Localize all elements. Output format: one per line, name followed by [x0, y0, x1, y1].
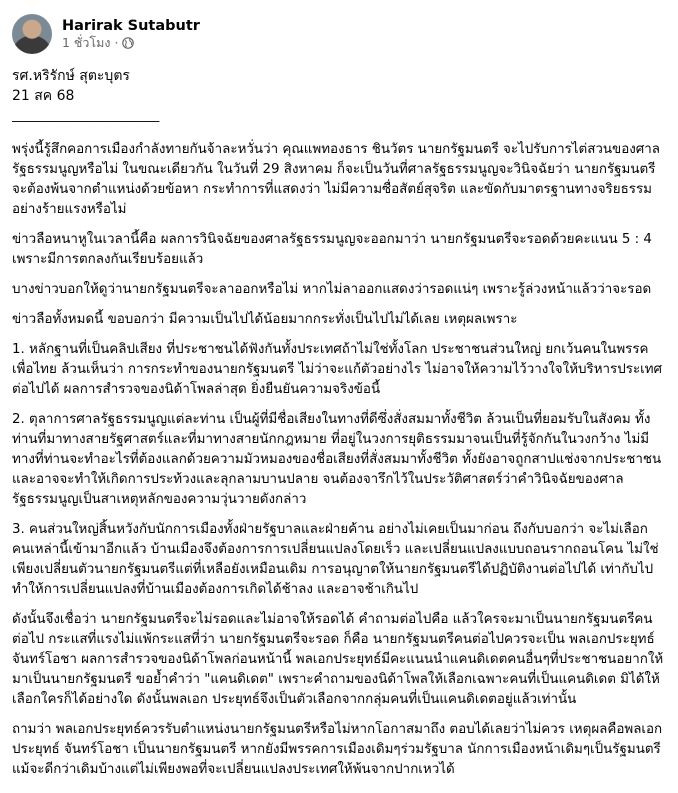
byline: รศ.หริรักษ์ สุตะบุตร — [12, 68, 130, 84]
paragraph: ถามว่า พลเอกประยุทธ์ควรรับตำแหน่งนายกรัฐมนตรีหรือไม่หากโอกาสมาถึง ตอบได้เลยว่าไม่ควร เหตุผลคือพลเอกประยุทธ์ จันทร์โอชา เป็นนายกรัฐมนตรี หากยังมีพรรคการเมืองเดิมๆร่วมรัฐบาล นักการเมืองหน้าเดิมๆเป็นรัฐมนตรี แม้จะดีกว่าเดิมบ้างแต่ไม่เพียงพอที่จะเปลี่ยนแปลงประเทศให้พ้นจากปากเหวได้ — [12, 722, 663, 777]
post-meta — [62, 17, 200, 51]
paragraph: ดังนั้นจึงเชื่อว่า นายกรัฐมนตรีจะไม่รอดและไม่อาจให้รอดได้ คำถามต่อไปคือ แล้วใครจะมาเป็นนายกรัฐมนตรีคนต่อไป กระแสที่แรงไม่แพ้กระแสที่ว่า นายกรัฐมนตรีจะรอด ก็คือ นายกรัฐมนตรีคนต่อไปควรจะเป็น พลเอกประยุทธ์ จันทร์โอชา ผลการสำรวจของนิด้าโพลก่อนหน้านี้ พลเอกประยุทธ์มีคะแนนนำแคนดิเดตคนอื่นๆที่ประชาชนอยากให้มาเป็นนายกรัฐมนตรี ขอย้ำคำว่า "แคนดิเดต" เพราะคำถามของนิด้าโพลให้เลือกเฉพาะคนที่เป็นแคนดิเดต มิได้ให้เลือกใครก็ได้อย่างใด ดังนั้นพลเอก ประยุทธ์จึงเป็นตัวเลือกจากกลุ่มคนที่เป็นแคนดิเดตอยู่แล้วเท่านั้น — [12, 612, 664, 707]
meta-separator: · — [114, 35, 119, 51]
post-header — [12, 12, 664, 56]
globe-icon[interactable] — [122, 37, 134, 49]
post-subline — [62, 35, 200, 51]
paragraph: 1. หลักฐานที่เป็นคลิปเสียง ที่ประชาชนได้ฟังกันทั้งประเทศถ้าไม่ใช่ทั้งโลก ประชาชนส่วนใหญ่ ยกเว้นคนในพรรคเพื่อไทย ล้วนเห็นว่า การกระทำของนายกรัฐมนตรี ไม่ว่าจะแก้ตัวอย่างไร ไม่อาจให้ความไว้วางใจให้บริหารประเทศต่อไปได้ ผลการสำรวจของนิด้าโพลล่าสุด ยิ่งยืนยันความจริงข้อนี้ — [12, 342, 663, 397]
paragraph: 3. คนส่วนใหญ่สิ้นหวังกับนักการเมืองทั้งฝ่ายรัฐบาลและฝ่ายค้าน อย่างไม่เคยเป็นมาก่อน ถึงกับบอกว่า จะไม่เลือกคนเหล่านี้เข้ามาอีกแล้ว บ้านเมืองจึงต้องการการเปลี่ยนแปลงโดยเร็ว และเปลี่ยนแปลงแบบถอนรากถอนโคน ไม่ใช่เพียงเปลี่ยนตัวนายกรัฐมนตรีแต่ที่เหลือยังเหมือนเดิม การอนุญาตให้นายกรัฐมนตรีได้ปฏิบัติงานต่อไปได้ เท่ากับไปทำให้การเปลี่ยนแปลงที่บ้านเมืองต้องการเกิดได้ช้าลง และอาจช้าเกินไป — [12, 522, 659, 597]
paragraph: บางข่าวบอกให้ดูว่านายกรัฐมนตรีจะลาออกหรือไม่ หากไม่ลาออกแสดงว่ารอดแน่ๆ เพราะรู้ล่วงหน้าแล้วว่าจะรอด — [12, 282, 652, 297]
paragraph: ข่าวลือทั้งหมดนี้ ขอบอกว่า มีความเป็นไปได้น้อยมากกระทั่งเป็นไปไม่ได้เลย เหตุผลเพราะ — [12, 312, 518, 327]
post-date: 21 สค 68 — [12, 88, 75, 104]
paragraph: 2. ตุลาการศาลรัฐธรรมนูญแต่ละท่าน เป็นผู้ที่มีชื่อเสียงในทางที่ดีซึ่งสั่งสมมาทั้งชีวิต ล้วนเป็นที่ยอมรับในสังคม ทั้งท่านที่มาทางสายรัฐศาสตร์และที่มาทางสายนักกฎหมาย ที่อยู่ในวงการยุติธรรมมาจนเป็นที่รู้จักกันในวงกว้าง ไม่มีทางที่ท่านจะทำอะไรที่ต้องแลกด้วยความมัวหมองของชื่อเสียงที่สั่งสมมาทั้งชีวิต ทั้งยังอาจถูกสาปแช่งจากประชาชน และอาจจะทำให้เกิดการประท้วงและลุกลามบานปลาย จนต้องจารึกไว้ในประวัติศาสตร์ว่าคำวินิจฉัยของศาลรัฐธรรมนูญเป็นสาเหตุหลักของความวุ่นวายดังกล่าว — [12, 412, 662, 507]
divider-line: ______________________ — [12, 108, 160, 123]
post-time[interactable]: 1 ชั่วโมง — [62, 35, 111, 51]
paragraph: พรุ่งนี้รู้สึกคอการเมืองกำลังทายกันจ้าละหวั่นว่า คุณแพทองธาร ชินวัตร นายกรัฐมนตรี จะไปรับการไต่สวนของศาลรัฐธรรมนูญหรือไม่ ในขณะเดียวกัน ในวันที่ 29 สิงหาคม ก็จะเป็นวันที่ศาลรัฐธรรมนูญจะวินิจฉัยว่า นายกรัฐมนตรีจะต้องพ้นจากตำแหน่งด้วยข้อหา กระทำการที่แสดงว่า ไม่มีความซื่อสัตย์สุจริต และขัดกับมาตรฐานทางจริยธรรมอย่างร้ายแรงหรือไม่ — [12, 142, 661, 217]
avatar[interactable] — [12, 14, 52, 54]
author-name[interactable]: Harirak Sutabutr — [62, 18, 200, 35]
paragraph: ข่าวลือหนาหูในเวลานี้คือ ผลการวินิจฉัยของศาลรัฐธรรมนูญจะออกมาว่า นายกรัฐมนตรีจะรอดด้วยคะแนน 5 : 4 เพราะมีการตกลงกันเรียบร้อยแล้ว — [12, 232, 652, 267]
post-body — [12, 66, 664, 780]
